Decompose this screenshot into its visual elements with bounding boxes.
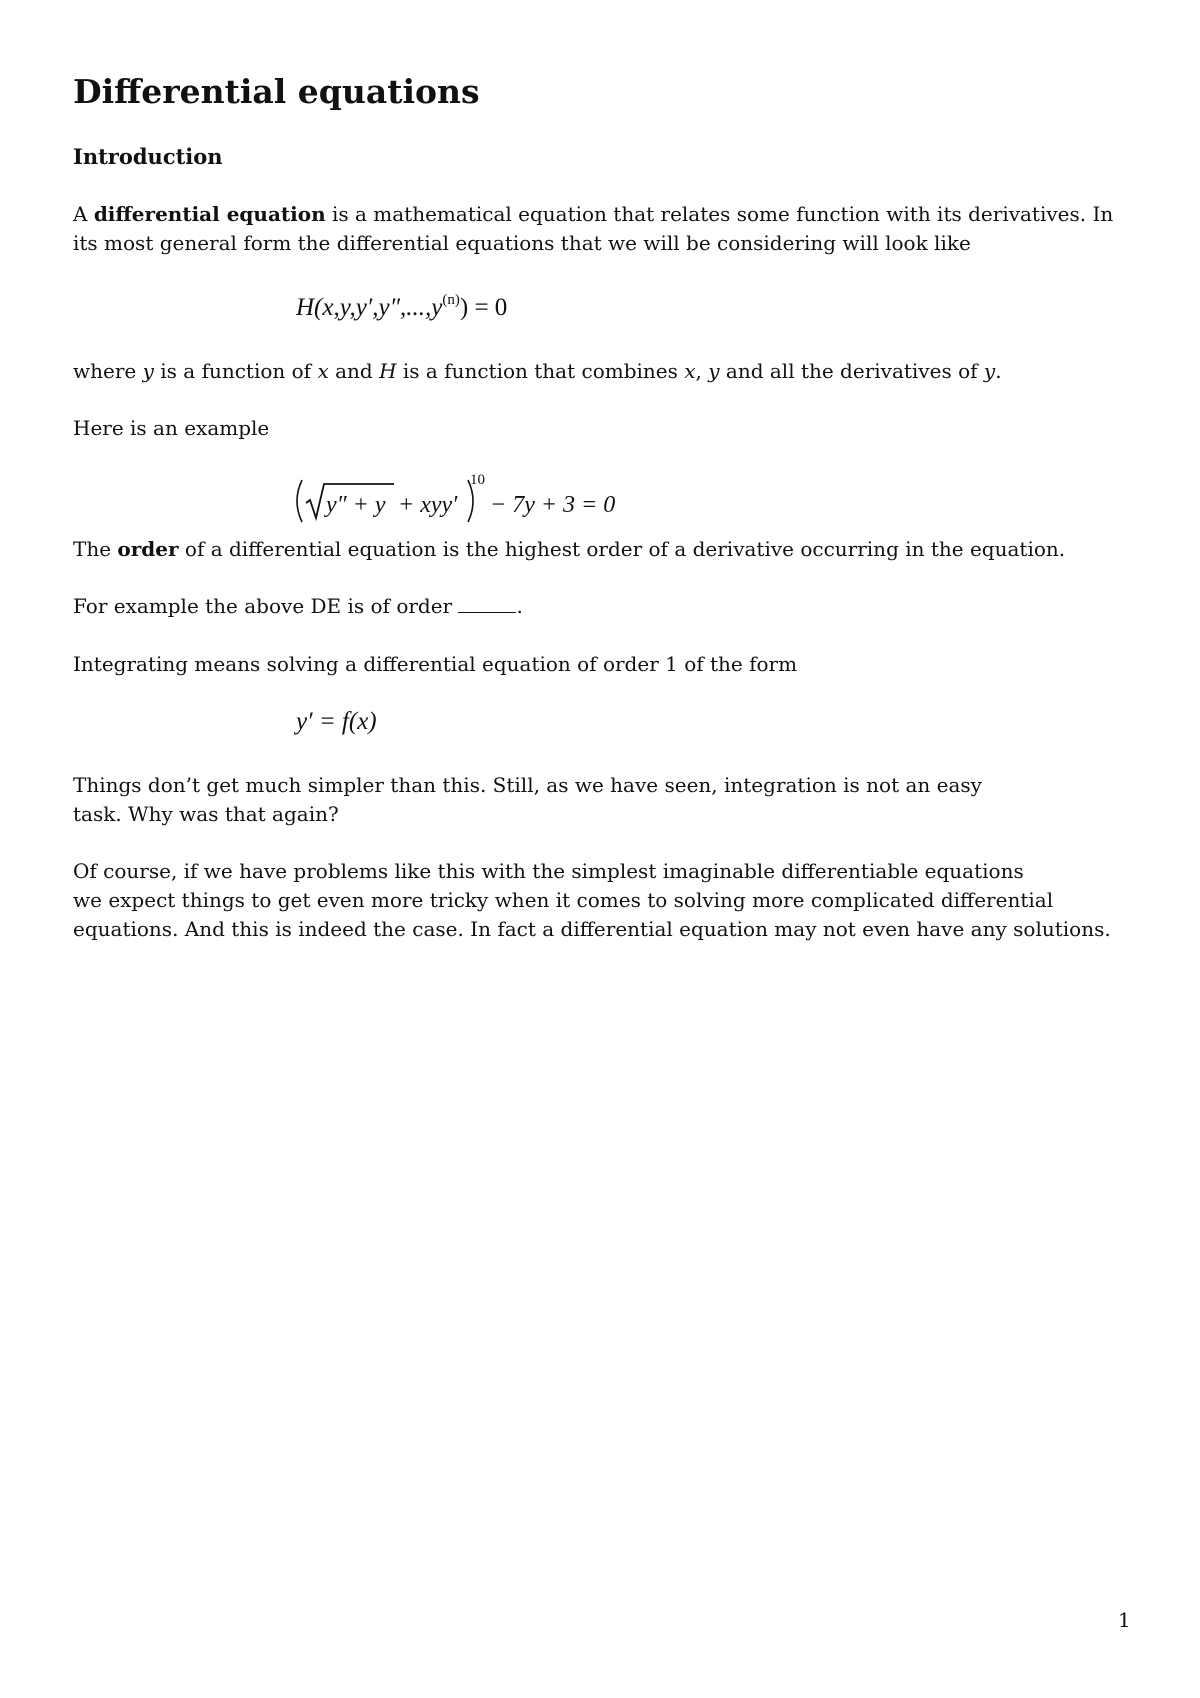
paragraph-order: The order of a differential equation is the highest order of a derivative occurring in the equation. [73, 537, 1066, 561]
exponent: 10 [470, 472, 485, 488]
paragraph-example-intro: Here is an example [73, 416, 270, 440]
equation-example [290, 470, 630, 530]
paragraph-simple: Things don’t get much simpler than this. Still, as we have seen, integration is not an easy task. Why was that again? [73, 773, 982, 826]
paragraph-definition: A differential equation is a mathematical equation that relates some function with its derivatives. In its most general form the differential equations that we will be considering will look like [73, 202, 1114, 255]
term-order: order [117, 537, 179, 561]
plus-term: + xyy′ [398, 492, 458, 518]
page-title: Differential equations [73, 72, 480, 111]
left-paren [297, 480, 302, 522]
page-number: 1 [1118, 1608, 1131, 1632]
equation-integration: y′ = f(x) [296, 708, 377, 735]
paragraph-of-course: Of course, if we have problems like this with the simplest imaginable differentiable equations we expect things to get even more tricky when it comes to solving more complicated differential equations. And this is indeed the case. In fact a differential equation may not even have any solutions. [73, 859, 1111, 941]
paragraph-where: where y is a function of x and H is a function that combines x, y and all the derivatives of y. [73, 359, 1002, 383]
equation-tail: − 7y + 3 = 0 [490, 492, 616, 518]
paragraph-integrating: Integrating means solving a differential equation of order 1 of the form [73, 652, 798, 676]
answer-blank [458, 596, 516, 613]
section-heading: Introduction [73, 144, 223, 169]
equation-general-form: $H(x,y,y',y'',...,y^{(n)}) = 0$ [296, 292, 508, 321]
radicand: y″ + y [326, 492, 386, 518]
paragraph-order-question: For example the above DE is of order . [73, 594, 523, 618]
term-differential-equation: differential equation [93, 202, 326, 226]
